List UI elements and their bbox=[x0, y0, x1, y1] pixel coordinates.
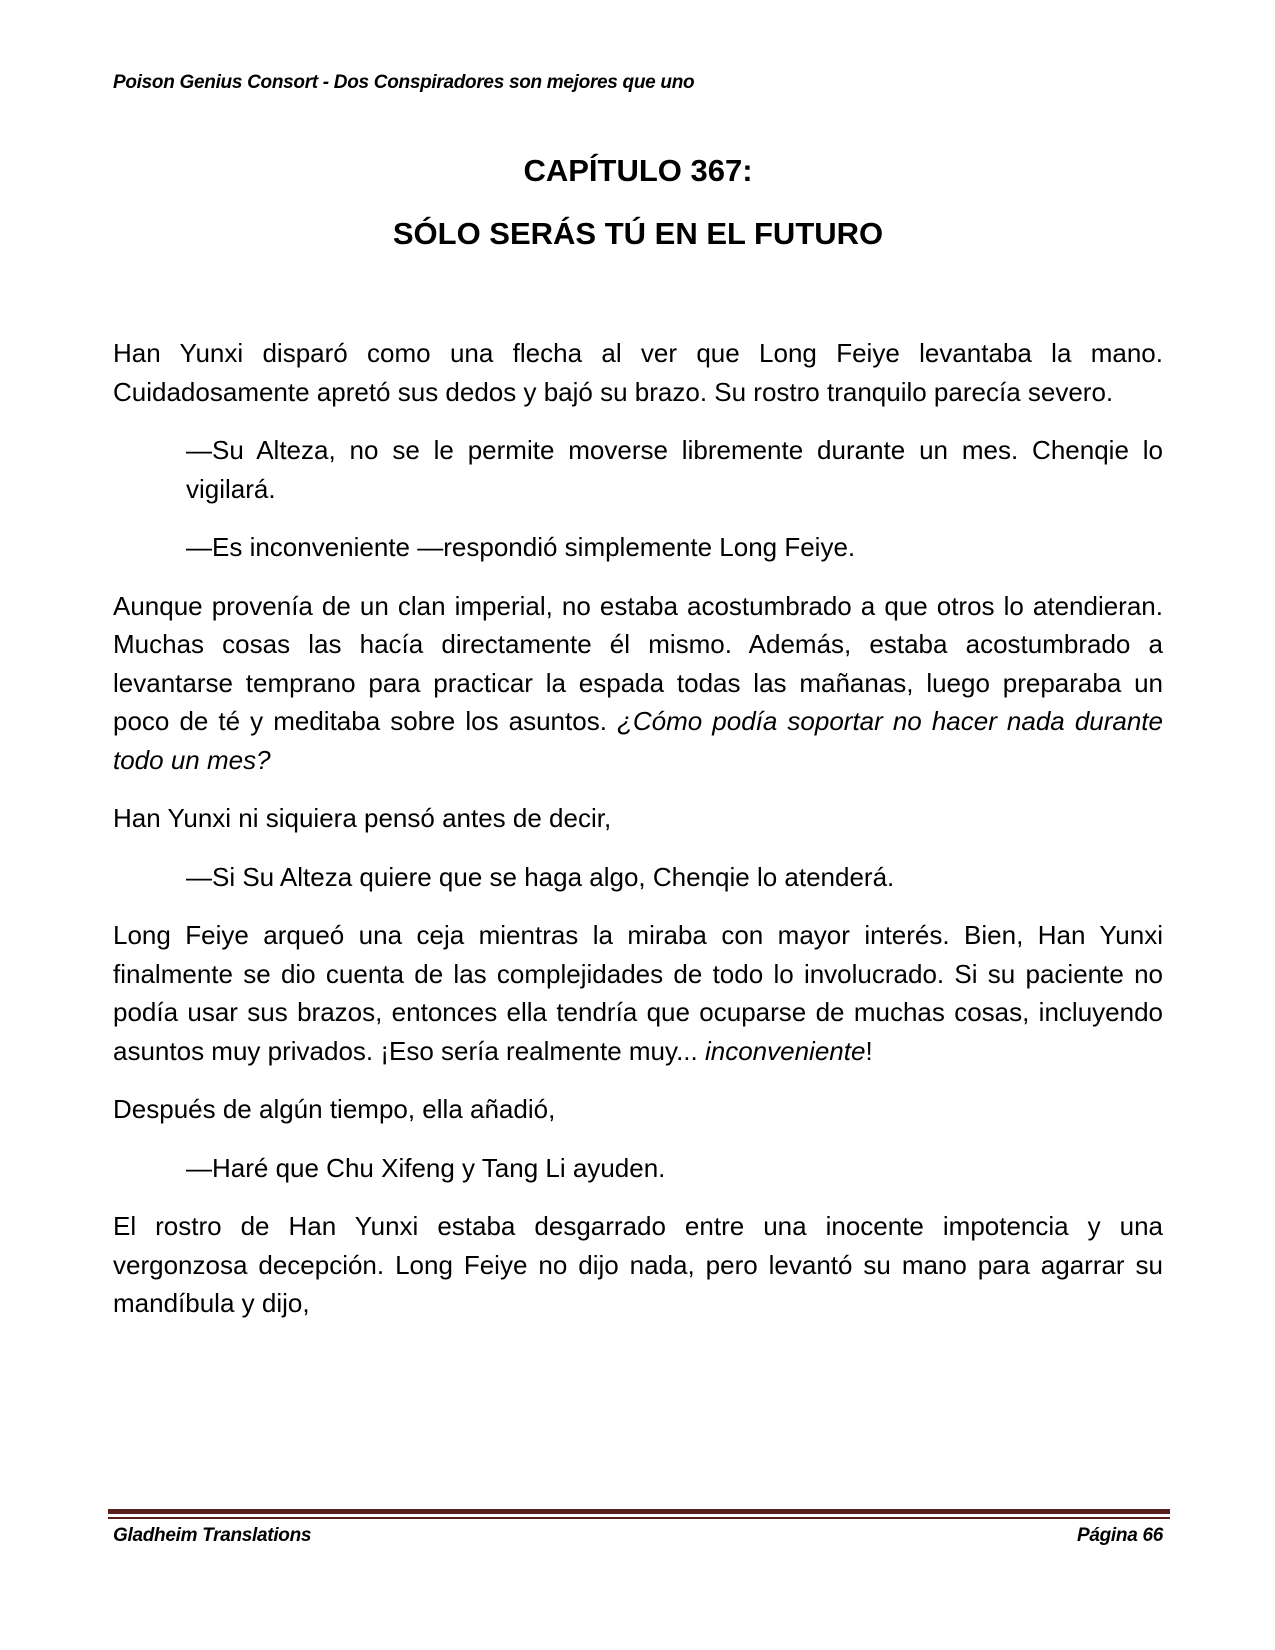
paragraph bbox=[113, 587, 1163, 780]
paragraph: Han Yunxi disparó como una flecha al ver que Long Feiye levantaba la mano. Cuidadosamente apretó sus dedos y bajó su brazo. Su rostro tranquilo parecía severo. bbox=[113, 338, 1163, 407]
running-header: Poison Genius Consort - Dos Conspiradores son mejores que uno bbox=[113, 72, 695, 93]
paragraph-text: Long Feiye arqueó una ceja mientras la miraba con mayor interés. Bien, Han Yunxi finalmente se dio cuenta de las complejidades de todo lo involucrado. Si su paciente no podía usar sus brazos, entonces ella tendría que ocuparse de muchas cosas, incluyendo asuntos muy privados. ¡Eso sería realmente muy... bbox=[113, 920, 1163, 1066]
chapter-title: SÓLO SERÁS TÚ EN EL FUTURO bbox=[392, 216, 884, 251]
dialogue-line: —Haré que Chu Xifeng y Tang Li ayuden. bbox=[186, 1152, 666, 1183]
italic-thought: ¿Cómo podía soportar no hacer nada durante todo un mes? bbox=[113, 706, 1163, 775]
paragraph: Después de algún tiempo, ella añadió, bbox=[113, 1094, 556, 1124]
paragraph: Han Yunxi ni siquiera pensó antes de decir, bbox=[113, 803, 612, 833]
chapter-number: CAPÍTULO 367: bbox=[523, 153, 753, 188]
footer-rule bbox=[108, 1509, 1170, 1514]
page-number: Página 66 bbox=[1076, 1525, 1163, 1546]
chapter-body bbox=[113, 334, 1163, 1343]
paragraph-text: ! bbox=[865, 1035, 873, 1066]
italic-emphasis: inconveniente bbox=[704, 1035, 866, 1066]
footer-rule-thin bbox=[108, 1517, 1170, 1519]
footer-translator: Gladheim Translations bbox=[113, 1525, 312, 1546]
dialogue-line: —Su Alteza, no se le permite moverse libremente durante un mes. Chenqie lo vigilará. bbox=[186, 435, 1163, 504]
dialogue-line: —Si Su Alteza quiere que se haga algo, Chenqie lo atenderá. bbox=[186, 861, 895, 892]
paragraph: El rostro de Han Yunxi estaba desgarrado entre una inocente impotencia y una vergonzosa decepción. Long Feiye no dijo nada, pero levantó su mano para agarrar su mandíbula y dijo, bbox=[113, 1211, 1163, 1318]
dialogue-line: —Es inconveniente —respondió simplemente Long Feiye. bbox=[186, 532, 856, 562]
paragraph bbox=[113, 916, 1163, 1070]
paragraph-text: Aunque provenía de un clan imperial, no estaba acostumbrado a que otros lo atendieran. Muchas cosas las hacía directamente él mismo. Además, estaba acostumbrado a levantarse temprano para practicar la espada todas las mañanas, luego preparaba un poco de té y meditaba sobre los asuntos. bbox=[113, 590, 1163, 736]
